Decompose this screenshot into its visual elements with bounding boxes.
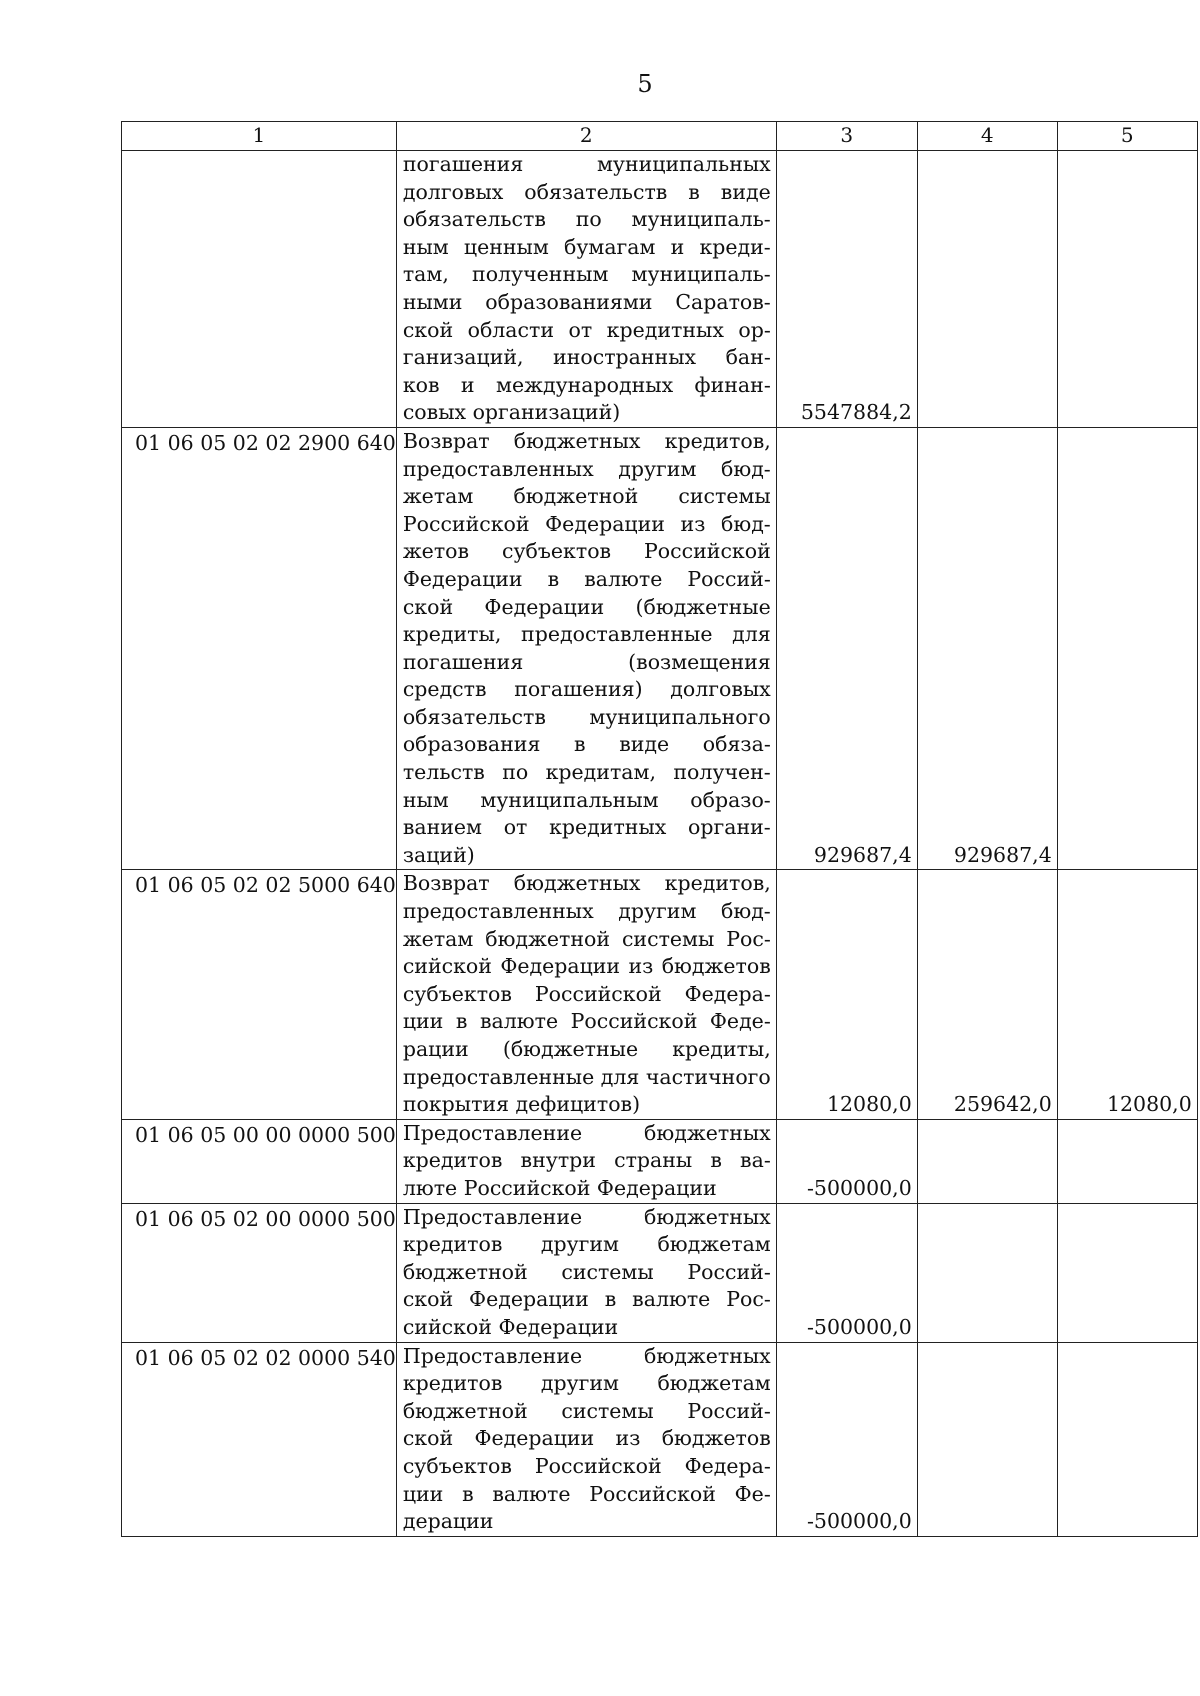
description-line: кредитов внутри страны в ва- — [402, 1148, 771, 1173]
amount-col3-cell: -500000,0 — [776, 1119, 917, 1203]
description-cell — [396, 427, 776, 870]
amount-col3-cell: -500000,0 — [776, 1342, 917, 1536]
column-header-2: 2 — [396, 122, 776, 151]
page-number: 5 — [637, 70, 653, 98]
amount-col4-cell — [917, 1342, 1057, 1536]
description-line: жетам бюджетной системы — [402, 484, 771, 509]
description-line: покрытия дефицитов) — [402, 1092, 641, 1117]
description-line: ции в валюте Российской Фе- — [402, 1481, 771, 1506]
amount-col5-cell — [1057, 1119, 1197, 1203]
amount-col4-cell — [917, 1203, 1057, 1342]
description-line: погашения (возмещения — [402, 649, 771, 674]
amount-col4-cell: 929687,4 — [917, 427, 1057, 870]
budget-code-cell: 01 06 05 00 00 0000 500 — [122, 1119, 397, 1203]
description-line: кредиты, предоставленные для — [402, 622, 771, 647]
amount-col5-cell — [1057, 1342, 1197, 1536]
description-line: ным ценным бумагам и креди- — [402, 234, 771, 259]
description-line: предоставленные для частичного — [402, 1064, 771, 1089]
budget-code-cell: 01 06 05 02 02 0000 540 — [122, 1342, 397, 1536]
budget-code-cell — [122, 151, 397, 428]
budget-code-cell: 01 06 05 02 00 0000 500 — [122, 1203, 397, 1342]
amount-col5-cell — [1057, 151, 1197, 428]
description-line: кредитов другим бюджетам — [402, 1371, 771, 1396]
table-row — [122, 427, 1198, 870]
description-line: предоставленных другим бюд- — [402, 456, 771, 481]
description-line: Предоставление бюджетных — [402, 1343, 771, 1368]
amount-col5-cell — [1057, 427, 1197, 870]
description-cell — [396, 870, 776, 1119]
description-line: ской области от кредитных ор- — [402, 317, 771, 342]
budget-sources-table — [121, 121, 1198, 1537]
amount-col3-cell: -500000,0 — [776, 1203, 917, 1342]
description-line: ванием от кредитных органи- — [402, 815, 771, 840]
description-line: ков и международных финан- — [402, 372, 771, 397]
description-line: бюджетной системы Россий- — [402, 1259, 771, 1284]
description-line: кредитов другим бюджетам — [402, 1232, 771, 1257]
description-line: ской Федерации в валюте Рос- — [402, 1287, 771, 1312]
description-line: ской Федерации (бюджетные — [402, 594, 771, 619]
amount-col3-cell: 12080,0 — [776, 870, 917, 1119]
description-line: ской Федерации из бюджетов — [402, 1426, 771, 1451]
description-line: люте Российской Федерации — [402, 1175, 717, 1200]
description-cell — [396, 1342, 776, 1536]
column-header-3: 3 — [776, 122, 917, 151]
description-line: Предоставление бюджетных — [402, 1204, 771, 1229]
description-line: Возврат бюджетных кредитов, — [402, 428, 771, 453]
table-row — [122, 151, 1198, 428]
description-line: бюджетной системы Россий- — [402, 1398, 771, 1423]
amount-col5-cell: 12080,0 — [1057, 870, 1197, 1119]
description-line: ции в валюте Российской Феде- — [402, 1009, 771, 1034]
amount-col3-cell: 5547884,2 — [776, 151, 917, 428]
description-line: ным муниципальным образо- — [402, 787, 771, 812]
description-line: жетам бюджетной системы Рос- — [402, 926, 771, 951]
description-line: там, полученным муниципаль- — [402, 262, 771, 287]
description-line: сийской Федерации — [402, 1314, 619, 1339]
column-header-5: 5 — [1057, 122, 1197, 151]
description-line: ными образованиями Саратов- — [402, 289, 771, 314]
description-line: тельств по кредитам, получен- — [402, 760, 771, 785]
description-line: дерации — [402, 1509, 494, 1534]
table-row — [122, 1119, 1198, 1203]
description-line: Предоставление бюджетных — [402, 1120, 771, 1145]
description-cell — [396, 1119, 776, 1203]
description-line: сийской Федерации из бюджетов — [402, 954, 771, 979]
description-line: долговых обязательств в виде — [402, 179, 771, 204]
description-line: обязательств муниципального — [402, 704, 771, 729]
description-line: жетов субъектов Российской — [402, 539, 771, 564]
column-header-4: 4 — [917, 122, 1057, 151]
budget-code-cell: 01 06 05 02 02 5000 640 — [122, 870, 397, 1119]
table-row — [122, 1342, 1198, 1536]
description-line: Возврат бюджетных кредитов, — [402, 871, 771, 896]
description-line: совых организаций) — [402, 400, 621, 425]
amount-col3-cell: 929687,4 — [776, 427, 917, 870]
description-line: рации (бюджетные кредиты, — [402, 1037, 771, 1061]
description-cell — [396, 151, 776, 428]
description-line: субъектов Российской Федера- — [402, 1453, 771, 1478]
description-line: Федерации в валюте Россий- — [402, 566, 771, 591]
amount-col4-cell — [917, 151, 1057, 428]
description-line: средств погашения) долговых — [402, 677, 771, 702]
description-line: образования в виде обяза- — [402, 732, 771, 757]
description-line: субъектов Российской Федера- — [402, 981, 771, 1006]
column-header-1: 1 — [122, 122, 397, 151]
header-row — [122, 122, 1198, 151]
description-line: погашения муниципальных — [402, 152, 771, 176]
description-line: заций) — [402, 842, 475, 867]
amount-col4-cell: 259642,0 — [917, 870, 1057, 1119]
budget-code-cell: 01 06 05 02 02 2900 640 — [122, 427, 397, 870]
description-line: Российской Федерации из бюд- — [402, 511, 771, 536]
table-body — [122, 151, 1198, 1537]
table-row — [122, 870, 1198, 1119]
amount-col5-cell — [1057, 1203, 1197, 1342]
table-row — [122, 1203, 1198, 1342]
description-cell — [396, 1203, 776, 1342]
amount-col4-cell — [917, 1119, 1057, 1203]
description-line: обязательств по муниципаль- — [402, 207, 771, 232]
description-line: ганизаций, иностранных бан- — [402, 345, 771, 370]
description-line: предоставленных другим бюд- — [402, 899, 771, 924]
